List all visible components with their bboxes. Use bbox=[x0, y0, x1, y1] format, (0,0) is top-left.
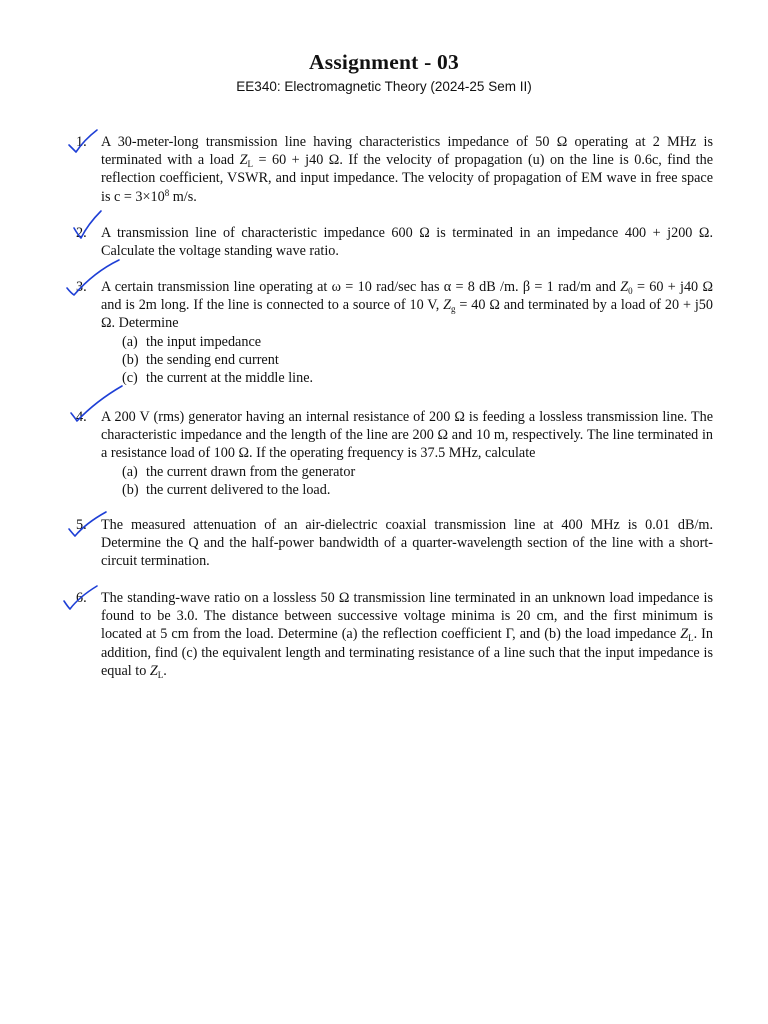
sub-parts bbox=[122, 333, 713, 388]
question-number: 4. bbox=[76, 409, 87, 425]
sub-part: (b) the current delivered to the load. bbox=[122, 481, 331, 498]
question-number: 1. bbox=[76, 134, 87, 150]
page-title: Assignment - 03 bbox=[309, 50, 459, 74]
question-3 bbox=[76, 278, 713, 387]
question-1 bbox=[76, 133, 713, 206]
question-number: 6. bbox=[76, 590, 87, 606]
question-4 bbox=[76, 408, 713, 499]
question-number: 5. bbox=[76, 517, 87, 533]
sub-part: (c) the current at the middle line. bbox=[122, 370, 314, 387]
question-6 bbox=[76, 589, 713, 680]
question-text: A 30-meter-long transmission line having characteristics impedance of 50 Ω operating at 2 MHz is terminated with a load $Z_L = 60 + j40$ Ω. If the velocity of propagation (u) on the line is 0.6c, find the reflection coefficient, VSWR, and input impedance. The velocity of propagation of EM wave in free space is $c = 3\times 10^8$ m/s. bbox=[101, 134, 713, 205]
question-5 bbox=[76, 516, 713, 571]
course-subtitle: EE340: Electromagnetic Theory (2024-25 Sem II) bbox=[236, 79, 532, 94]
sub-part: (b) the sending end current bbox=[122, 351, 279, 368]
question-number: 2. bbox=[76, 225, 87, 241]
question-text: A transmission line of characteristic impedance 600 Ω is terminated in an impedance 400 + j200 Ω. Calculate the voltage standing wave ratio. bbox=[101, 225, 713, 260]
question-text: A certain transmission line operating at ω = 10 rad/sec has α = 8 dB /m. β = 1 rad/m and $Z_0 = 60 + j40$ Ω and is 2m long. If the line is connected to a source of 10 V, $Z_g = 40$ Ω and terminated by a load of 20 + j50 Ω. Determine bbox=[101, 279, 713, 332]
sub-part: (a) the input impedance bbox=[122, 333, 262, 350]
question-text: A 200 V (rms) generator having an internal resistance of 200 Ω is feeding a lossless transmission line. The characteristic impedance and the length of the line are 200 Ω and 10 m, respectively. The line terminated in a resistance load of 100 Ω. If the operating frequency is 37.5 MHz, calculate bbox=[101, 409, 713, 462]
question-number: 3. bbox=[76, 279, 87, 295]
question-text: The measured attenuation of an air-dielectric coaxial transmission line at 400 MHz is 0.01 dB/m. Determine the Q and the half-power bandwidth of a quarter-wavelength section of the line with a short-circuit termination. bbox=[101, 517, 713, 570]
sub-part: (a) the current drawn from the generator bbox=[122, 463, 356, 480]
sub-parts bbox=[122, 463, 713, 499]
question-2 bbox=[76, 224, 713, 260]
question-text: The standing-wave ratio on a lossless 50 Ω transmission line terminated in an unknown load impedance is found to be 3.0. The distance between successive voltage minima is 20 cm, and the first minimum is located at 5 cm from the load. Determine (a) the reflection coefficient Γ, and (b) the load impedance $Z_L$. In addition, find (c) the equivalent length and terminating resistance of a line such that the input impedance is equal to $Z_L$. bbox=[101, 590, 713, 680]
